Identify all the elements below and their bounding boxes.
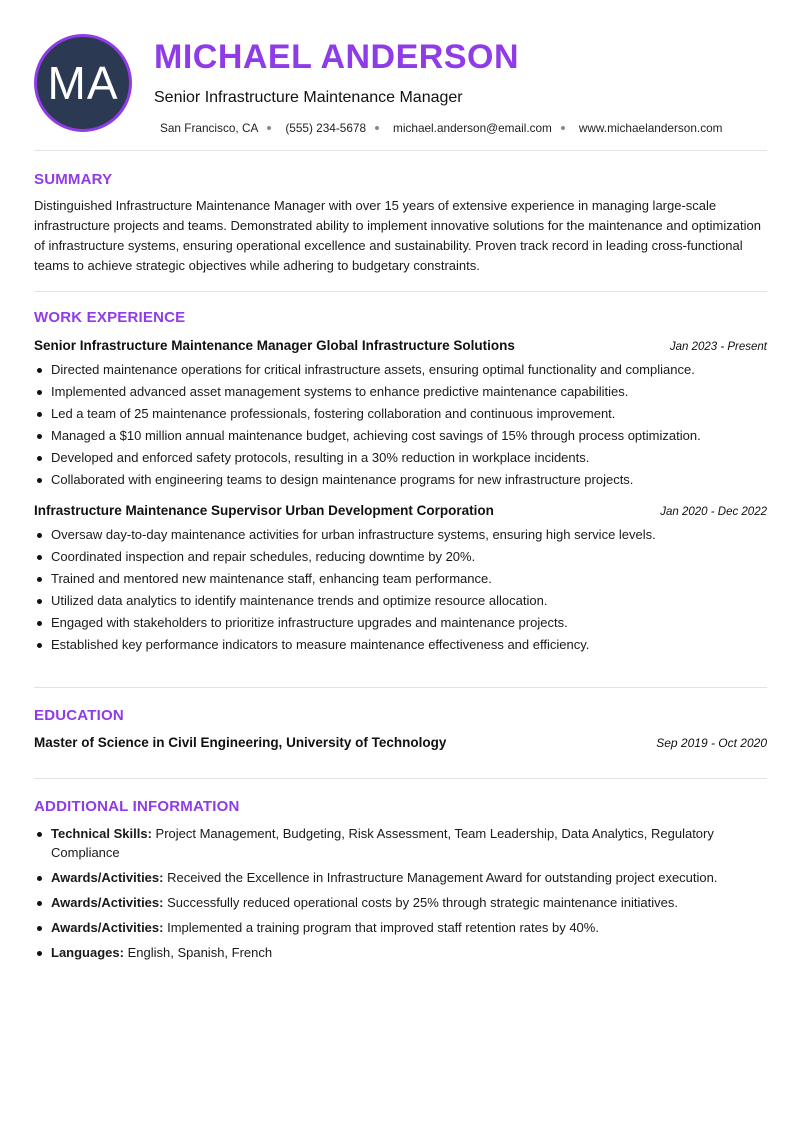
education-section — [34, 688, 767, 779]
degree: Master of Science in Civil Engineering, University of Technology — [34, 735, 447, 750]
list-item: Led a team of 25 maintenance professionals, fostering collaboration and continuous improvement. — [34, 403, 767, 425]
job-bullets — [34, 524, 767, 656]
education-entry — [34, 735, 767, 750]
job-entry — [34, 338, 767, 491]
list-item: Collaborated with engineering teams to design maintenance programs for new infrastructure projects. — [34, 469, 767, 491]
job-date: Jan 2023 - Present — [669, 341, 767, 353]
list-item — [34, 893, 767, 912]
item-label: Awards/Activities: — [51, 920, 164, 935]
list-item: Developed and enforced safety protocols, resulting in a 30% reduction in workplace incidents. — [34, 447, 767, 469]
list-item: Coordinated inspection and repair schedules, reducing downtime by 20%. — [34, 546, 767, 568]
separator-dot-icon — [561, 126, 565, 130]
job-role: Infrastructure Maintenance Supervisor Urban Development Corporation — [34, 503, 494, 518]
additional-list — [34, 824, 767, 962]
list-item — [34, 943, 767, 962]
item-text: Successfully reduced operational costs by 25% through strategic maintenance initiatives. — [163, 895, 678, 910]
list-item — [34, 868, 767, 887]
list-item: Oversaw day-to-day maintenance activities for urban infrastructure systems, ensuring high service levels. — [34, 524, 767, 546]
contact-website[interactable]: www.michaelanderson.com — [578, 121, 723, 135]
list-item: Utilized data analytics to identify maintenance trends and optimize resource allocation. — [34, 590, 767, 612]
education-date: Sep 2019 - Oct 2020 — [656, 736, 767, 750]
job-role: Senior Infrastructure Maintenance Manager Global Infrastructure Solutions — [34, 338, 515, 353]
job-bullets — [34, 359, 767, 491]
item-text: English, Spanish, French — [123, 945, 273, 960]
contact-email[interactable]: michael.anderson@email.com — [393, 121, 552, 135]
job-date: Jan 2020 - Dec 2022 — [660, 506, 767, 518]
item-label: Languages: — [51, 945, 124, 960]
list-item: Engaged with stakeholders to prioritize infrastructure upgrades and maintenance projects. — [34, 612, 767, 634]
contact-phone: (555) 234-5678 — [285, 121, 367, 135]
list-item: Implemented advanced asset management systems to enhance predictive maintenance capabilities. — [34, 381, 767, 403]
item-label: Awards/Activities: — [51, 895, 164, 910]
additional-info-section — [34, 779, 767, 962]
item-label: Technical Skills: — [51, 826, 152, 841]
job-entry — [34, 503, 767, 656]
candidate-name: MICHAEL ANDERSON — [154, 38, 520, 76]
separator-dot-icon — [267, 126, 271, 130]
section-heading: EDUCATION — [34, 707, 124, 724]
resume-header — [34, 0, 767, 151]
item-text: Received the Excellence in Infrastructure Management Award for outstanding project execution. — [163, 870, 718, 885]
item-text: Project Management, Budgeting, Risk Assessment, Team Leadership, Data Analytics, Regulatory Compliance — [51, 826, 714, 860]
section-heading: ADDITIONAL INFORMATION — [34, 798, 240, 815]
work-experience-section — [34, 292, 767, 688]
job-header — [34, 338, 767, 353]
separator-dot-icon — [375, 126, 379, 130]
list-item — [34, 824, 767, 862]
contact-info — [160, 121, 722, 135]
contact-location: San Francisco, CA — [160, 121, 259, 135]
item-label: Awards/Activities: — [51, 870, 164, 885]
avatar-initials: MA — [47, 57, 119, 109]
list-item: Trained and mentored new maintenance staff, enhancing team performance. — [34, 568, 767, 590]
avatar — [34, 34, 132, 132]
list-item: Directed maintenance operations for critical infrastructure assets, ensuring optimal functionality and compliance. — [34, 359, 767, 381]
job-header — [34, 503, 767, 518]
section-heading: WORK EXPERIENCE — [34, 309, 186, 326]
job-title: Senior Infrastructure Maintenance Manager — [154, 89, 463, 106]
summary-section — [34, 151, 767, 292]
list-item — [34, 918, 767, 937]
item-text: Implemented a training program that improved staff retention rates by 40%. — [163, 920, 599, 935]
list-item: Established key performance indicators to measure maintenance effectiveness and efficiency. — [34, 634, 767, 656]
section-heading: SUMMARY — [34, 171, 113, 188]
summary-text: Distinguished Infrastructure Maintenance Manager with over 15 years of extensive experience in managing large-scale infrastructure projects and teams. Demonstrated ability to implement innovative solutions for the maintenance and optimization of infrastructure systems, ensuring operational excellence and sustainability. Proven track record in leading cross-functional teams to achieve strategic objectives while adhering to budgetary constraints. — [34, 198, 761, 273]
list-item: Managed a $10 million annual maintenance budget, achieving cost savings of 15% through process optimization. — [34, 425, 767, 447]
